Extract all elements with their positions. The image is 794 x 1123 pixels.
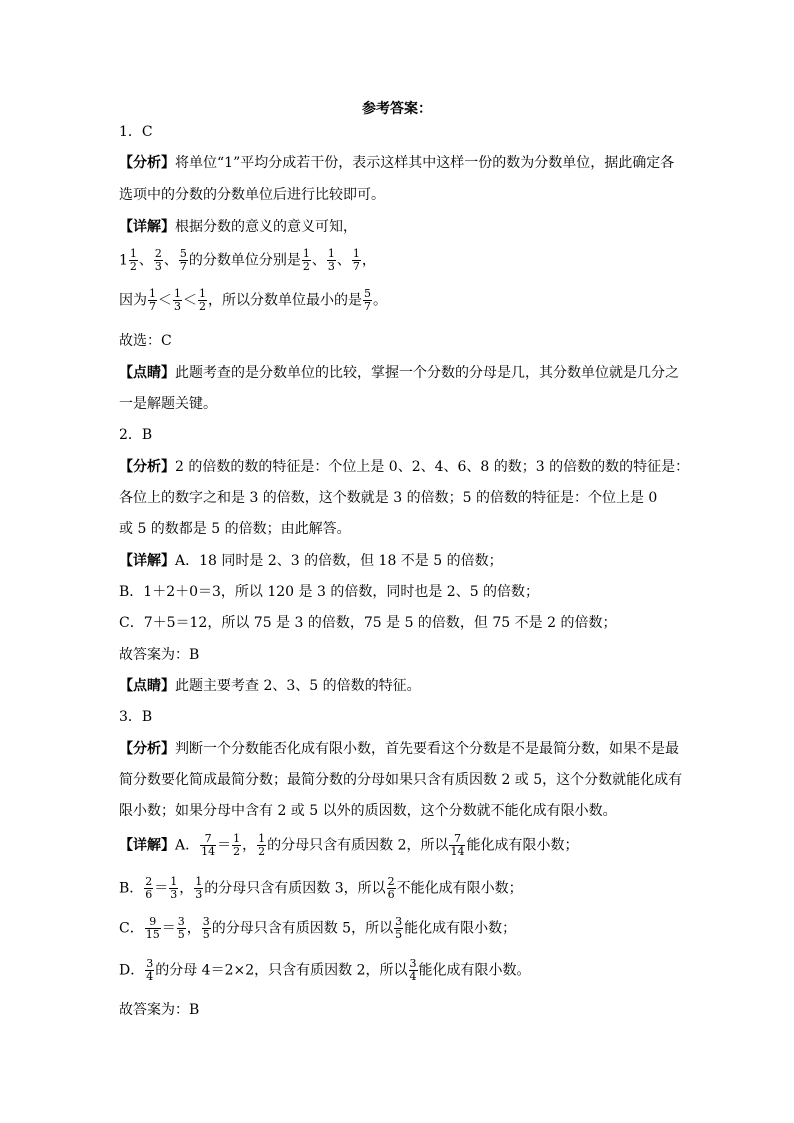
q2-analysis-line-3: 或 5 的数都是 5 的倍数；由此解答。: [119, 521, 351, 537]
q2-comment-text-1: 此题主要考查 2、3、5 的倍数的特征。: [175, 678, 421, 694]
fraction: $\frac{2}{6}$: [387, 875, 395, 901]
q2-analysis-line-2: 各位上的数字之和是 3 的倍数，这个数就是 3 的倍数；5 的倍数的特征是：个位上是 0: [119, 490, 658, 506]
q1-number: 1．C: [119, 124, 153, 140]
q2-answer: 故答案为：B: [119, 647, 200, 663]
q2-analysis-text-1: 2 的倍数的数的特征是：个位上是 0、2、4、6、8 的数；3 的倍数的数的特征是：: [175, 459, 690, 475]
fraction: $\frac{2}{3}$: [154, 247, 162, 273]
q1-comment-text-1: 此题考查的是分数单位的比较，掌握一个分数的分母是几，其分数单位就是几分之: [175, 365, 679, 381]
q2-analysis-line-1: [119, 459, 689, 475]
fraction: $\frac{1}{2}$: [258, 832, 266, 858]
mixed-whole: 1: [119, 252, 128, 269]
q3-analysis-line-2: 简分数要化简成最简分数；最简分数的分母如果只含有质因数 2 或 5，这个分数就能化成有: [119, 772, 683, 788]
fraction: $\frac{1}{7}$: [149, 287, 156, 313]
fraction: $\frac{2}{6}$: [145, 875, 153, 901]
q2-number: 2．B: [119, 427, 153, 443]
fraction: $\frac{5}{7}$: [364, 287, 371, 313]
fraction: $\frac{1}{2}$: [129, 247, 137, 273]
fraction: $\frac{3}{5}$: [395, 915, 403, 941]
fraction: $\frac{5}{7}$: [179, 247, 187, 273]
q3-analysis-line-3: 限小数；如果分母中含有 2 或 5 以外的质因数，这个分数就不能化成有限小数。: [119, 803, 617, 819]
q3-analysis-text-1: 判断一个分数能否化成有限小数，首先要看这个分数是不是最简分数，如果不是最: [175, 741, 679, 757]
fraction: $\frac{3}{4}$: [409, 957, 417, 983]
fraction: $\frac{1}{2}$: [199, 287, 206, 313]
q2-detail-line-b: B．1＋2＋0＝3，所以 120 是 3 的倍数，同时也是 2、5 的倍数；: [119, 584, 540, 600]
q1-comment-line-1: [119, 365, 679, 381]
q1-choice: 故选：C: [119, 333, 172, 349]
fraction: $\frac{1}{3}$: [170, 875, 178, 901]
fraction: $\frac{3}{5}$: [202, 915, 210, 941]
fraction: $\frac{3}{4}$: [146, 957, 154, 983]
q1-analysis-line-2: 选项中的分数的分数单位后进行比较即可。: [119, 187, 385, 203]
detail-tag: 【详解】: [119, 553, 175, 569]
comment-tag: 【点睛】: [119, 365, 175, 381]
q2-detail-text-a: A．18 同时是 2、3 的倍数，但 18 不是 5 的倍数；: [175, 553, 503, 569]
q1-comment-line-2: 一是解题关键。: [119, 396, 217, 412]
fraction: $\frac{1}{3}$: [195, 875, 203, 901]
q1-analysis-text-1: 将单位“1”平均分成若干份，表示这样其中这样一份的数为分数单位，据此确定各: [175, 155, 675, 171]
q3-number: 3．B: [119, 709, 153, 725]
q3-detail-line-a: 【详解】A． $\frac{7}{14}$ ＝ $\frac{1}{2}$ ， $\frac{1}{2}$ 的分母只含有质因数 2，所以 $\frac{7}{14}$ 能化成有限小数；: [119, 832, 579, 858]
q1-detail-line-1: [119, 219, 357, 235]
fraction: $\frac{7}{14}$: [450, 832, 465, 858]
q2-comment-line-1: [119, 678, 421, 694]
q1-analysis-line-1: [119, 155, 674, 171]
fraction: $\frac{1}{2}$: [233, 832, 241, 858]
fraction: $\frac{1}{3}$: [174, 287, 181, 313]
fraction: $\frac{3}{5}$: [177, 915, 185, 941]
detail-tag: 【详解】: [119, 837, 175, 854]
q1-fraction-line-1: 1 $\frac{1}{2}$ 、 $\frac{2}{3}$ 、 $\frac{5}{7}$ 的分数单位分别是 $\frac{1}{2}$ 、 $\frac{1}{3}$ 、 $\frac{1}{7}$ ，: [119, 247, 376, 273]
analysis-tag: 【分析】: [119, 459, 175, 475]
q1-fraction-line-2: 因为 $\frac{1}{7}$ ＜ $\frac{1}{3}$ ＜ $\frac{1}{2}$ ，所以分数单位最小的是 $\frac{5}{7}$ 。: [119, 287, 387, 313]
fraction: $\frac{1}{3}$: [327, 247, 335, 273]
fraction: $\frac{1}{2}$: [302, 247, 310, 273]
q3-analysis-line-1: [119, 741, 679, 757]
fraction: $\frac{1}{7}$: [352, 247, 360, 273]
q3-detail-line-c: C． $\frac{9}{15}$ ＝ $\frac{3}{5}$ ， $\frac{3}{5}$ 的分母只含有质因数 5，所以 $\frac{3}{5}$ 能化成有限小数；: [119, 915, 517, 941]
detail-tag: 【详解】: [119, 219, 175, 235]
q3-detail-line-b: B． $\frac{2}{6}$ ＝ $\frac{1}{3}$ ， $\frac{1}{3}$ 的分母只含有质因数 3，所以 $\frac{2}{6}$ 不能化成有限小数；: [119, 875, 523, 901]
comment-tag: 【点睛】: [119, 678, 175, 694]
analysis-tag: 【分析】: [119, 741, 175, 757]
q3-answer: 故答案为：B: [119, 1002, 200, 1018]
q3-detail-line-d: D． $\frac{3}{4}$ 的分母 4＝2×2，只含有质因数 2，所以 $\frac{3}{4}$ 能化成有限小数。: [119, 957, 531, 983]
q2-detail-line-a: [119, 553, 503, 569]
q2-detail-line-c: C．7＋5＝12，所以 75 是 3 的倍数，75 是 5 的倍数，但 75 不是 2 的倍数；: [119, 615, 617, 631]
page-title: 参考答案：: [362, 101, 432, 117]
fraction: $\frac{7}{14}$: [201, 832, 216, 858]
analysis-tag: 【分析】: [119, 155, 175, 171]
fraction: $\frac{9}{15}$: [145, 915, 160, 941]
q1-detail-text-1: 根据分数的意义的意义可知，: [175, 219, 357, 235]
